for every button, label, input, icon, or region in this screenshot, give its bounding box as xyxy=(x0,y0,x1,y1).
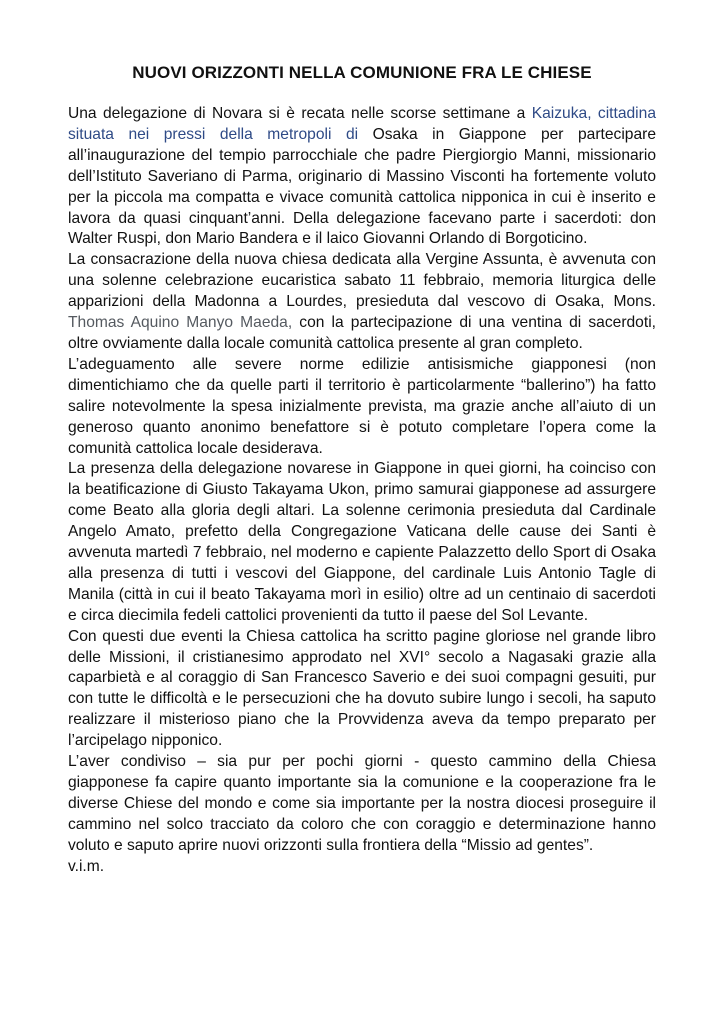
paragraph-2-start: La consacrazione della nuova chiesa dedicata alla Vergine Assunta, è avvenuta con una solenne celebrazione eucaristica sabato 11 febbraio, memoria liturgica delle apparizioni della Madonna a Lourdes, presieduta dal vescovo di Osaka, Mons. xyxy=(68,251,656,311)
page-title: NUOVI ORIZZONTI NELLA COMUNIONE FRA LE CHIESE xyxy=(132,63,592,82)
document-page xyxy=(68,62,656,878)
paragraph-1-start: Una delegazione di Novara si è recata nelle scorse settimane a xyxy=(68,105,532,122)
paragraph-2-end: con la partecipazione di una ventina di sacerdoti, oltre ovviamente dalla locale comunità cattolica presente al gran completo. xyxy=(68,314,656,352)
paragraph-3: L’adeguamento alle severe norme edilizie antisismiche giapponesi (non dimentichiamo che da quelle parti il territorio è particolarmente “ballerino”) ha fatto salire notevolmente la spesa inizialmente prevista, ma grazie anche all’aiuto di un generoso quanto anonimo benefattore si è potuto completare l’opera come la comunità cattolica locale desiderava. xyxy=(68,355,656,457)
article-body xyxy=(68,104,656,878)
author-signature: v.i.m. xyxy=(68,857,105,875)
paragraph-1-end: Osaka in Giappone per partecipare all’inaugurazione del tempio parrocchiale che padre Piergiorgio Manni, missionario dell’Istituto Saveriano di Parma, originario di Massino Visconti ha fortemente voluto per la piccola ma compatta e vivace comunità cattolica nipponica in cui è inserito e lavora da quasi cinquant’anni. Della delegazione facevano parte i sacerdoti: don Walter Ruspi, don Mario Bandera e il laico Giovanni Orlando di Borgoticino. xyxy=(68,125,656,248)
paragraph-4: La presenza della delegazione novarese in Giappone in quei giorni, ha coinciso con la beatificazione di Giusto Takayama Ukon, primo samurai giapponese ad assurgere come Beato alla gloria degli altari. La solenne cerimonia presieduta dal Cardinale Angelo Amato, prefetto della Congregazione Vaticana delle cause dei Santi è avvenuta martedì 7 febbraio, nel moderno e capiente Palazzetto dello Sport di Osaka alla presenza di tutti i vescovi del Giappone, del cardinale Luis Antonio Tagle di Manila (città in cui il beato Takayama morì in esilio) oltre ad un centinaio di sacerdoti e circa diecimila fedeli cattolici provenienti da tutto il paese del Sol Levante. xyxy=(68,460,656,624)
bishop-name-highlight: Thomas Aquino Manyo Maeda, xyxy=(68,314,293,332)
kaizuka-highlight: Kaizuka, cittadina situata nei pressi della metropoli di xyxy=(68,105,656,143)
paragraph-1 xyxy=(68,104,656,250)
paragraph-2 xyxy=(68,250,656,355)
paragraph-5: Con questi due eventi la Chiesa cattolica ha scritto pagine gloriose nel grande libro delle Missioni, il cristianesimo approdato nel XVI° secolo a Nagasaki grazie alla caparbietà e al coraggio di San Francesco Saverio e dei suoi compagni gesuiti, pur con tutte le difficoltà e le persecuzioni che ha dovuto subire lungo i secoli, ha saputo realizzare il misterioso piano che la Provvidenza aveva da tempo preparato per l’arcipelago nipponico. xyxy=(68,627,656,750)
paragraph-6: L’aver condiviso – sia pur per pochi giorni - questo cammino della Chiesa giapponese fa capire quanto importante sia la comunione e la cooperazione fra le diverse Chiese del mondo e come sia importante per la nostra diocesi proseguire il cammino nel solco tracciato da coloro che con coraggio e determinazione hanno voluto e saputo aprire nuovi orizzonti sulla frontiera della “Missio ad gentes”. xyxy=(68,753,656,854)
